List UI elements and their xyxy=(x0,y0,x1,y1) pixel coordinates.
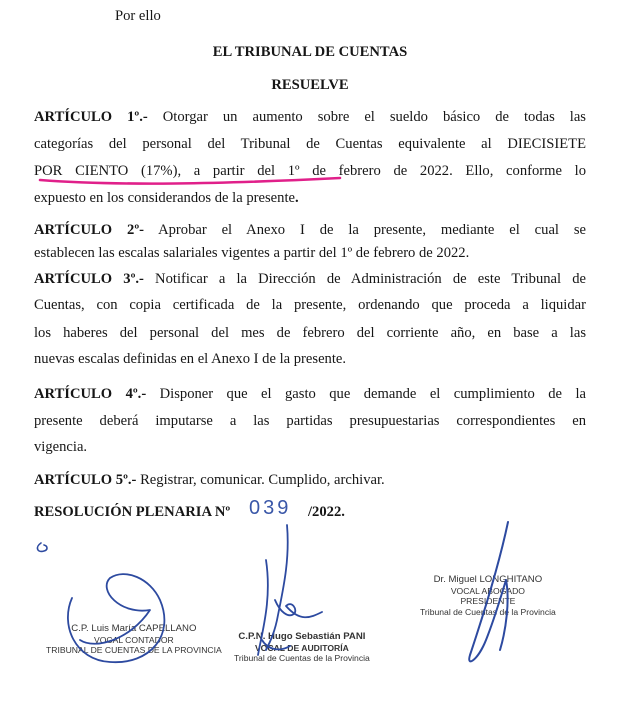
article-1-line-3: POR CIENTO (17%), a partir del 1º de febrero de 2022. Ello, conforme lo xyxy=(34,163,586,179)
article-4-line-1: ARTÍCULO 4º.- Disponer que el gasto que demande el cumplimiento de la xyxy=(34,386,586,402)
article-2-line-1: ARTÍCULO 2º- Aprobar el Anexo I de la presente, mediante el cual se xyxy=(34,222,587,238)
article-3-line-4: nuevas escalas definidas en el Anexo I de la presente. xyxy=(34,351,347,367)
article-4-line-3: vigencia. xyxy=(34,439,88,455)
article-1-line-1: ARTÍCULO 1º.- Otorgar un aumento sobre el sueldo básico de todas las xyxy=(34,109,586,125)
signature-stamp-middle: C.P.N. Hugo Sebastián PANI VOCAL DE AUDITORÍA Tribunal de Cuentas de la Provincia xyxy=(234,631,370,663)
article-2-line-2: establecen las escalas salariales vigentes a partir del 1º de febrero de 2022. xyxy=(34,245,470,261)
document-heading: EL TRIBUNAL DE CUENTAS xyxy=(212,44,408,60)
article-5-line: ARTÍCULO 5º.- Registrar, comunicar. Cumplido, archivar. xyxy=(34,472,385,488)
signature-stamp-right: Dr. Miguel LONGHITANO VOCAL ABOGADO PRESIDENTE Tribunal de Cuentas de la Provincia xyxy=(420,574,556,617)
initial-mark xyxy=(37,543,47,551)
resolution-year: /2022. xyxy=(308,504,345,520)
article-5-label: ARTÍCULO 5º.- xyxy=(34,472,137,488)
intro-text: Por ello xyxy=(115,8,161,24)
article-3-line-2: Cuentas, con copia certificada de la presente, ordenando que proceda a liquidar xyxy=(34,297,586,313)
signature-stamp-left: C.P. Luis María CAPELLANO VOCAL CONTADOR TRIBUNAL DE CUENTAS DE LA PROVINCIA xyxy=(46,623,222,655)
resolution-number: 039 xyxy=(249,497,292,519)
article-2-label: ARTÍCULO 2º- xyxy=(34,222,144,238)
article-4-line-2: presente deberá imputarse a las partidas presupuestarias correspondientes en xyxy=(34,413,586,429)
document-subheading: RESUELVE xyxy=(271,77,349,93)
article-3-line-1: ARTÍCULO 3º.- Notificar a la Dirección de Administración de este Tribunal de xyxy=(34,271,586,287)
article-1-line-2: categorías del personal del Tribunal de Cuentas equivalente al DIECISIETE xyxy=(34,136,586,152)
article-3-line-3: los haberes del personal del mes de febrero del corriente año, en base a las xyxy=(34,325,586,341)
resolution-label: RESOLUCIÓN PLENARIA Nº xyxy=(34,504,231,520)
article-1-line-4: expuesto en los considerandos de la presente. xyxy=(34,190,299,206)
article-3-label: ARTÍCULO 3º.- xyxy=(34,271,144,287)
article-4-label: ARTÍCULO 4º.- xyxy=(34,386,147,402)
article-1-label: ARTÍCULO 1º.- xyxy=(34,109,148,125)
